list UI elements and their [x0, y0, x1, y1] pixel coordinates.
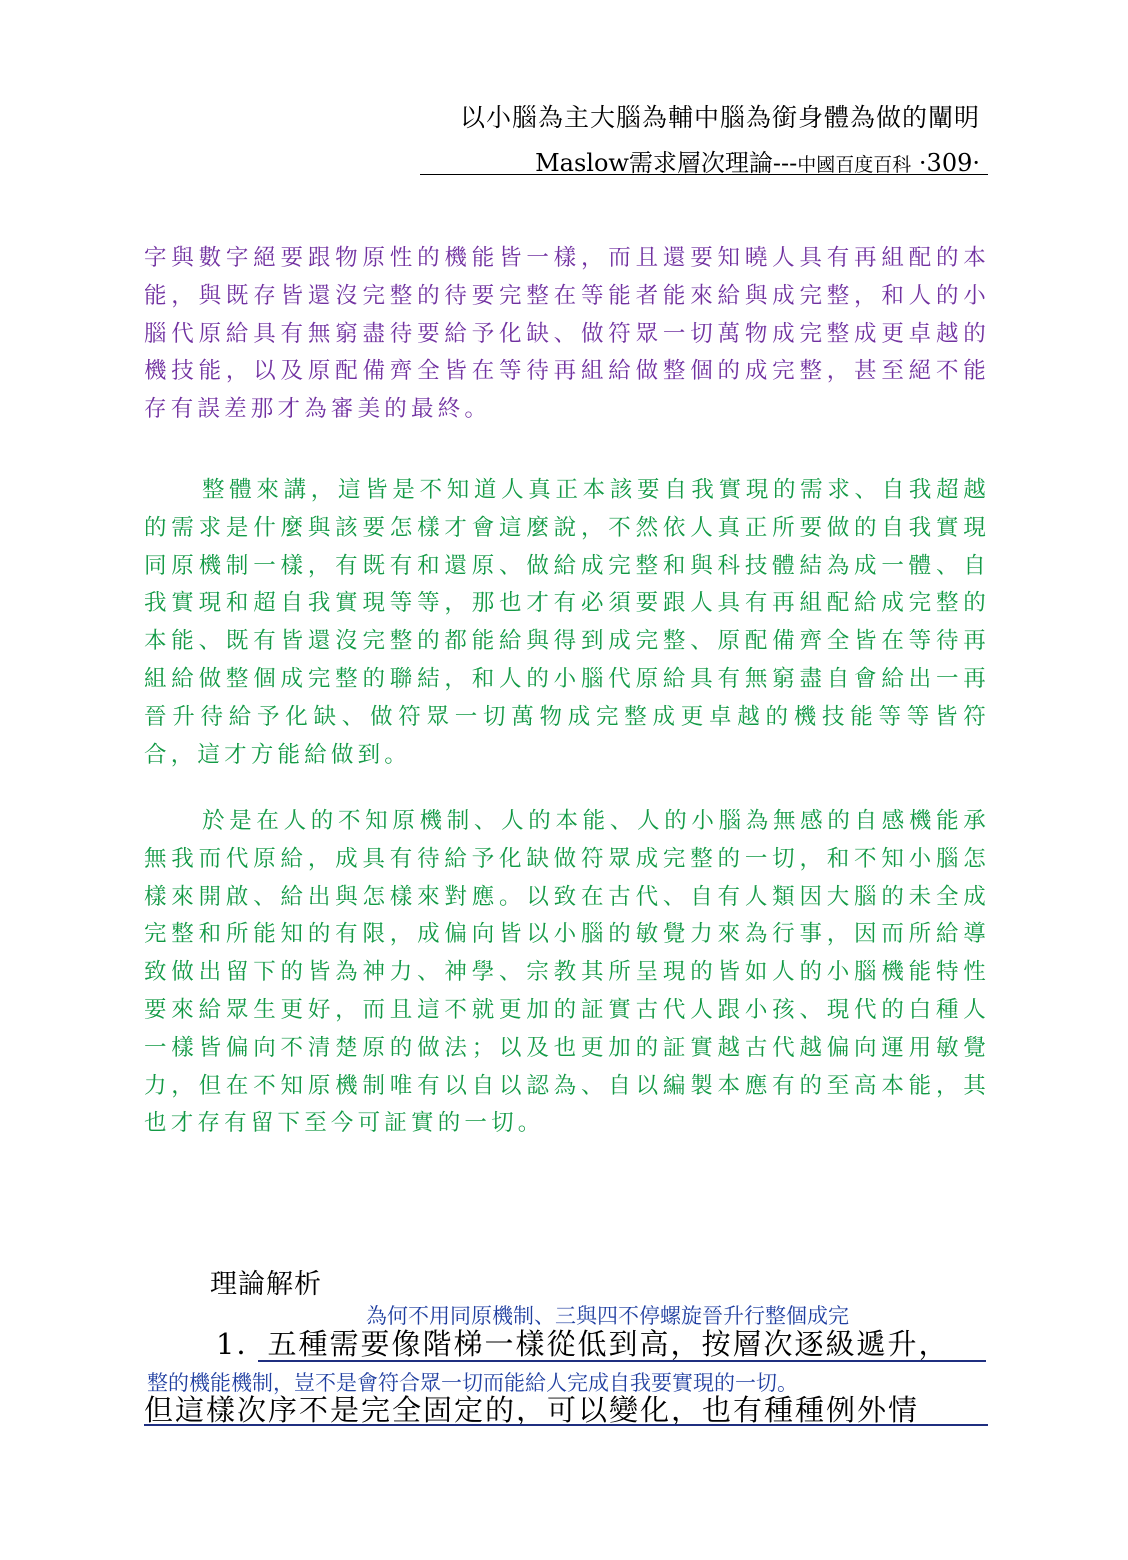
header-subtitle-source: 中國百度百科 — [797, 154, 912, 176]
underline-2 — [144, 1424, 988, 1426]
header-subtitle-main: Maslow需求層次理論--- — [535, 149, 798, 177]
list-item-number: 1． — [216, 1327, 268, 1361]
header-subtitle — [380, 143, 980, 178]
header-title: 以小腦為主大腦為輔中腦為銜身體為做的闡明 — [459, 103, 980, 132]
underline-1 — [258, 1360, 986, 1362]
paragraph-1: 字與數字絕要跟物原性的機能皆一樣，而且還要知曉人具有再組配的本能，與既存皆還沒完整的待要完整在等能者能來給與成完整，和人的小腦代原給具有無窮盡待要給予化缺、做符眾一切萬物成完整成更卓越的機技能，以及原配備齊全皆在等待再組給做整個的成完整，甚至絕不能存有誤差那才為審美的最終。 — [144, 245, 990, 423]
page-number: ·309· — [918, 149, 980, 177]
annotation-note-2: 整的機能機制，豈不是會符合眾一切而能給人完成自我要實現的一切。 — [147, 1371, 798, 1395]
list-item-line-1 — [144, 1322, 988, 1363]
section-title: 理論解析 — [210, 1269, 322, 1300]
list-item-line-2: 但這樣次序不是完全固定的，可以變化，也有種種例外情 — [144, 1393, 920, 1427]
paragraph-2: 整體來講，這皆是不知道人真正本該要自我實現的需求、自我超越的需求是什麼與該要怎樣才會這麼說，不然依人真正所要做的自我實現同原機制一樣，有既有和還原、做給成完整和與科技體結為成一體、自我實現和超自我實現等等，那也才有必須要跟人具有再組配給成完整的本能、既有皆還沒完整的都能給與得到成完整、原配備齊全皆在等待再組給做整個成完整的聯結，和人的小腦代原給具有無窮盡自會給出一再晉升待給予化缺、做符眾一切萬物成完整成更卓越的機技能等等皆符合，這才方能給做到。 — [144, 477, 990, 768]
annotation-note-1: 為何不用同原機制、三與四不停螺旋晉升行整個成完 — [366, 1304, 849, 1328]
list-item-text-1: 五種需要像階梯一樣從低到高，按層次逐級遞升， — [267, 1327, 950, 1361]
paragraph-3: 於是在人的不知原機制、人的本能、人的小腦為無感的自感機能承無我而代原給，成具有待給予化缺做符眾成完整的一切，和不知小腦怎樣來開啟、給出與怎樣來對應。以致在古代、自有人類因大腦的未全成完整和所能知的有限，成偏向皆以小腦的敏覺力來為行事，因而所給導致做出留下的皆為神力、神學、宗教其所呈現的皆如人的小腦機能特性要來給眾生更好，而且這不就更加的証實古代人跟小孩、現代的白種人一樣皆偏向不清楚原的做法；以及也更加的証實越古代越偏向運用敏覺力，但在不知原機制唯有以自以認為、自以編製本應有的至高本能，其也才存有留下至今可証實的一切。 — [144, 808, 990, 1137]
header-rule — [420, 174, 988, 175]
